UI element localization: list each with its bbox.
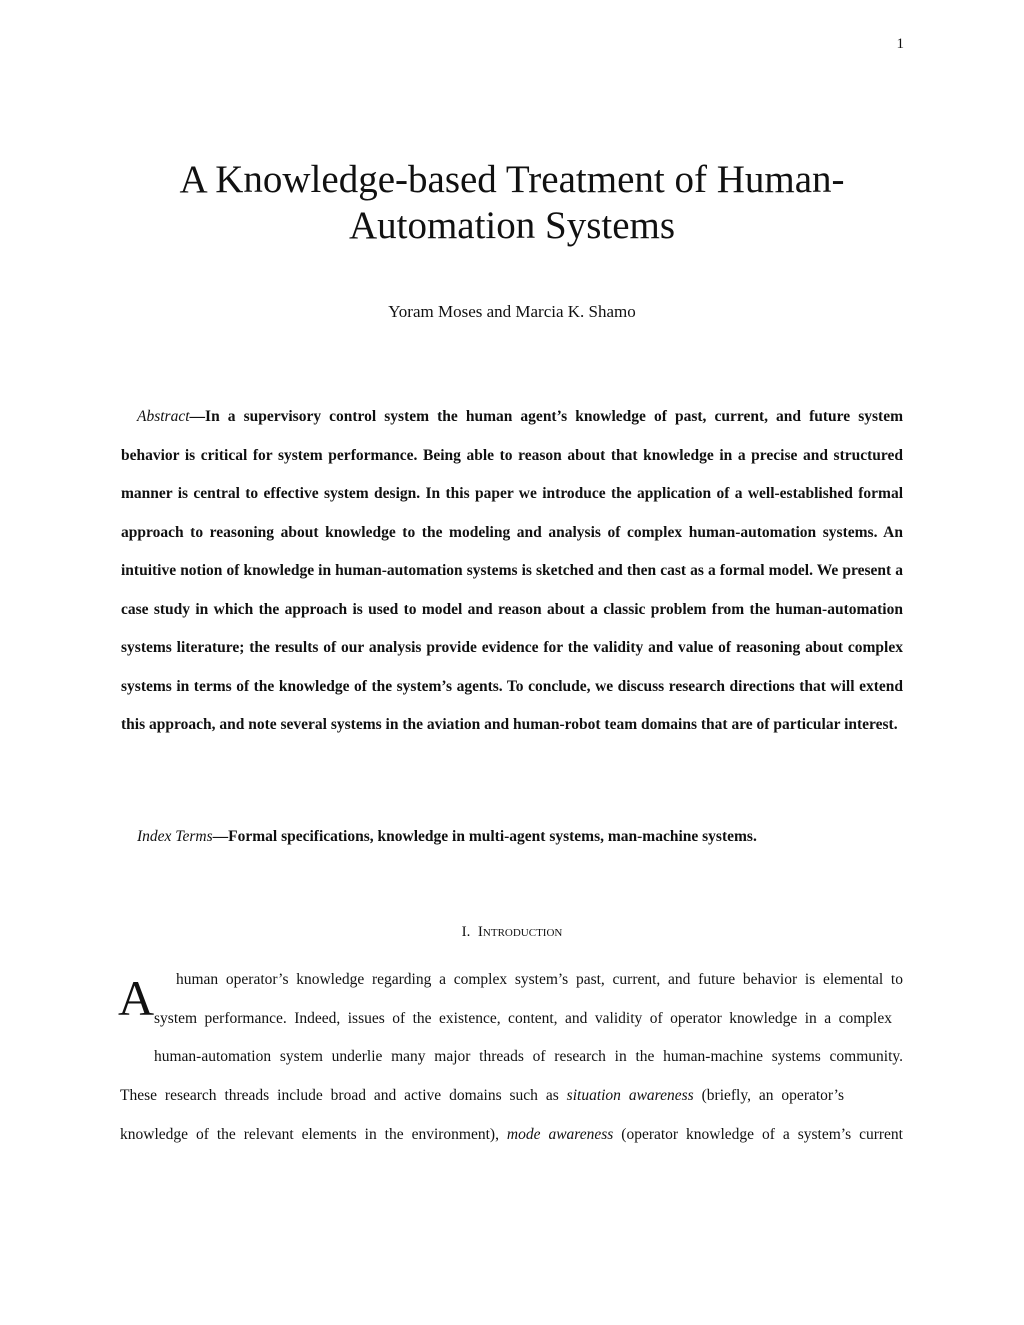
abstract [121, 398, 903, 745]
situation-awareness-term: situation awareness [566, 1087, 694, 1104]
intro-line-5-b: (operator knowledge of a system’s current [613, 1126, 903, 1143]
intro-line-1: human operator’s knowledge regarding a complex system’s past, current, and future behavior is elemental to [176, 971, 903, 988]
section-title: Introduction [477, 924, 563, 940]
section-heading [120, 924, 904, 941]
title-line-2: Automation Systems [348, 204, 676, 247]
intro-line-4 [120, 1086, 844, 1106]
intro-line-4-a: These research threads include broad and active domains such as [120, 1087, 567, 1104]
index-terms-text: —Formal specifications, knowledge in multi-agent systems, man-machine systems. [212, 828, 757, 845]
intro-line-3: human-automation system underlie many major threads of research in the human-machine systems community. [154, 1048, 903, 1065]
paper-title [120, 157, 904, 249]
page-number: 1 [896, 36, 904, 52]
intro-line-4-b: (briefly, an operator’s [693, 1087, 844, 1104]
section-number: I. [461, 924, 471, 940]
abstract-text: —In a supervisory control system the human agent’s knowledge of past, current, and future system behavior is critical for system performance. Being able to reason about that knowledge in a precise and structured manner is central to effective system design. In this paper we introduce the application of a well-established formal approach to reasoning about knowledge to the modeling and analysis of complex human-automation systems. An intuitive notion of knowledge in human-automation systems is sketched and then cast as a formal model. We present a case study in which the approach is used to model and reason about a classic problem from the human-automation systems literature; the results of our analysis provide evidence for the validity and value of reasoning about complex systems in terms of the knowledge of the system’s agents. To conclude, we discuss research directions that will extend this approach, and note several systems in the aviation and human-robot team domains that are of particular interest. [121, 408, 903, 733]
intro-line-2: system performance. Indeed, issues of the existence, content, and validity of operator knowledge in a complex [154, 1010, 892, 1027]
intro-line-5 [120, 1125, 903, 1145]
mode-awareness-term: mode awareness [506, 1126, 614, 1143]
index-terms-label: Index Terms [137, 828, 213, 845]
abstract-label: Abstract [137, 408, 190, 425]
title-line-1: A Knowledge-based Treatment of Human- [179, 158, 845, 201]
intro-line-5-a: knowledge of the relevant elements in the environment), [120, 1126, 507, 1143]
authors: Yoram Moses and Marcia K. Shamo [388, 302, 636, 321]
drop-cap: A [118, 970, 155, 1026]
index-terms [121, 822, 903, 852]
